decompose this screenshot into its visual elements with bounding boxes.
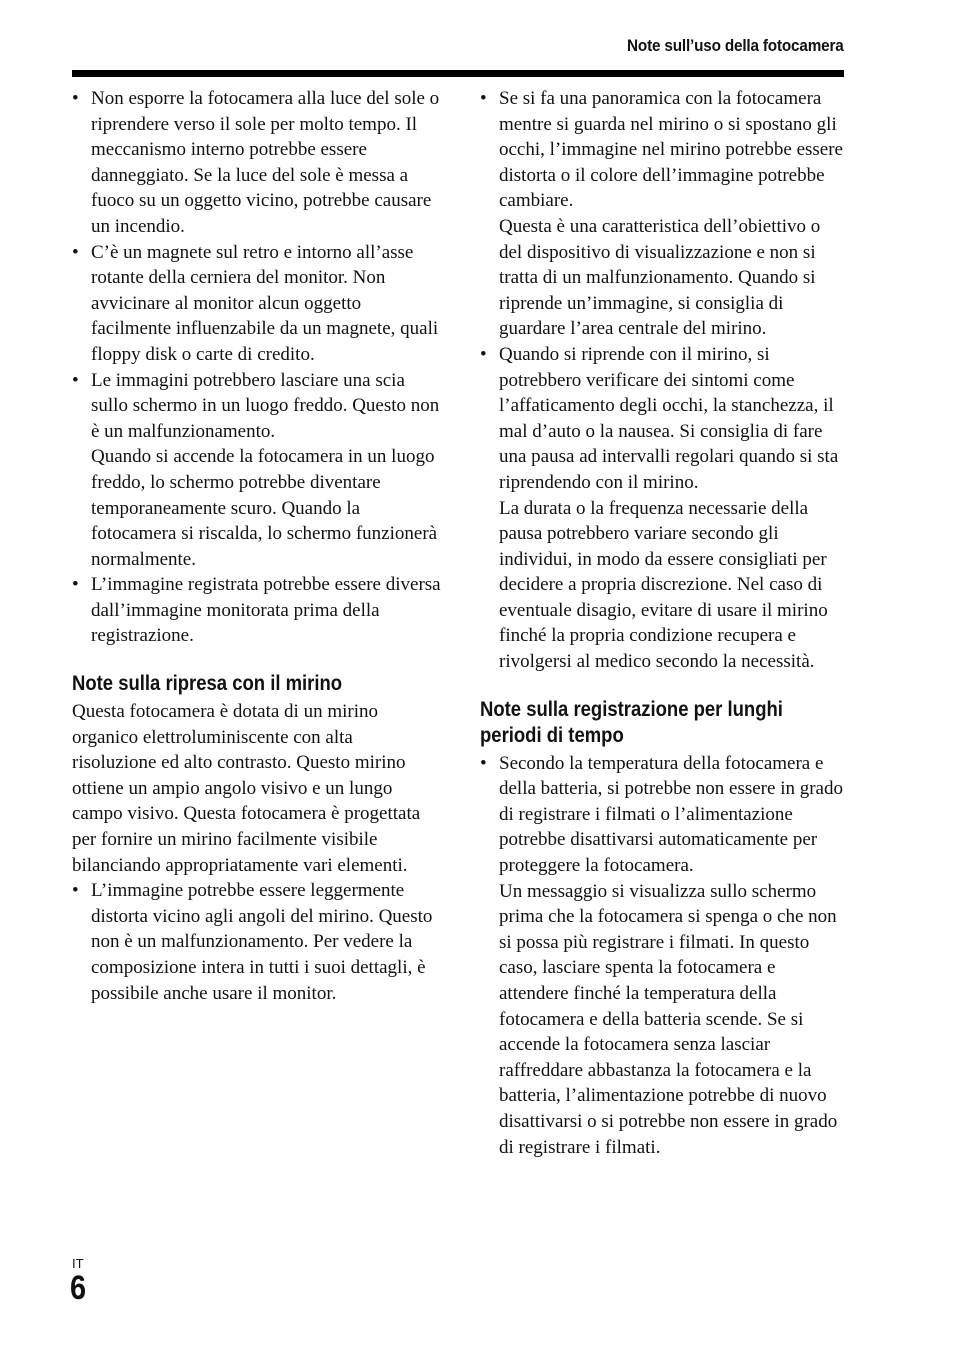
bullet-paragraph: Un messaggio si visualizza sullo schermo prima che la fotocamera si spenga o che non si possa più registrare i filmati. In questo caso, lasciare spenta la fotocamera e attendere finché la temperatura della fotocamera e della batteria scende. Se si accende la fotocamera senza lasciar raffreddare abbastanza la fotocamera e la batteria, l’alimentazione potrebbe di nuovo disattivarsi o si potrebbe non essere in grado di registrare i filmati. xyxy=(499,880,838,1158)
bullet-paragraph: • L’immagine registrata potrebbe essere diversa dall’immagine monitorata prima della registrazione. xyxy=(91,574,441,647)
bullet-list xyxy=(72,86,442,649)
bullet-list xyxy=(480,751,844,1161)
page-number: 6 xyxy=(70,1269,87,1307)
bullet-list xyxy=(72,878,442,1006)
bullet-item xyxy=(480,86,844,342)
bullet-paragraph: • Secondo la temperatura della fotocamera e della batteria, si potrebbe non essere in grado di registrare i filmati o l’alimentazione potrebbe disattivarsi automaticamente per proteggere la fotocamera. xyxy=(499,752,843,877)
bullet-item xyxy=(72,86,442,240)
header-rule xyxy=(72,70,844,77)
bullet-item xyxy=(480,342,844,675)
bullet-list xyxy=(480,86,844,675)
bullet-paragraph: • L’immagine potrebbe essere leggermente distorta vicino agli angoli del mirino. Questo non è un malfunzionamento. Per vedere la composizione intera in tutti i suoi dettagli, è possibile anche usare il monitor. xyxy=(91,880,433,1004)
bullet-paragraph: • Non esporre la fotocamera alla luce del sole o riprendere verso il sole per molto tempo. Il meccanismo interno potrebbe essere danneggiato. Se la luce del sole è messa a fuoco su un oggetto vicino, potrebbe causare un incendio. xyxy=(91,88,440,237)
right-column xyxy=(480,86,844,1160)
bullet-paragraph: • C’è un magnete sul retro e intorno all’asse rotante della cerniera del monitor. Non avvicinare al monitor alcun oggetto facilmente influenzabile da un magnete, quali floppy disk o carte di credito. xyxy=(91,241,439,365)
bullet-paragraph: • Quando si riprende con il mirino, si potrebbero verificare dei sintomi come l’affaticamento degli occhi, la stanchezza, il mal d’auto o la nausea. Si consiglia di fare una pausa ad intervalli regolari quando si sta riprendendo con il mirino. xyxy=(499,343,839,493)
bullet-paragraph: Questa è una caratteristica dell’obiettivo o del dispositivo di visualizzazione e non si tratta di un malfunzionamento. Quando si riprende un’immagine, si consiglia di guardare l’area centrale del mirino. xyxy=(499,215,821,340)
bullet-item xyxy=(72,878,442,1006)
bullet-item xyxy=(72,572,442,649)
bullet-paragraph: Quando si accende la fotocamera in un luogo freddo, lo schermo potrebbe diventare temporaneamente scuro. Quando la fotocamera si riscalda, lo schermo funzionerà normalmente. xyxy=(91,446,438,570)
body-paragraph: Questa fotocamera è dotata di un mirino organico elettroluminiscente con alta risoluzione ed alto contrasto. Questo mirino ottiene un ampio angolo visivo e un lungo campo visivo. Questa fotocamera è progettata per fornire un mirino facilmente visibile bilanciando appropriatamente vari elementi. xyxy=(72,701,421,876)
section-heading: Note sulla registrazione per lunghi periodi di tempo xyxy=(480,697,783,747)
bullet-paragraph: • Le immagini potrebbero lasciare una scia sullo schermo in un luogo freddo. Questo non è un malfunzionamento. xyxy=(91,369,440,442)
language-code: IT xyxy=(72,1256,84,1271)
page-header-title: Note sull’uso della fotocamera xyxy=(627,36,844,55)
section-heading: Note sulla ripresa con il mirino xyxy=(72,672,343,696)
bullet-item xyxy=(72,240,442,368)
left-column xyxy=(72,86,442,1006)
bullet-item xyxy=(72,368,442,573)
bullet-paragraph: • Se si fa una panoramica con la fotocamera mentre si guarda nel mirino o si spostano gli occhi, l’immagine nel mirino potrebbe essere distorta o il colore dell’immagine potrebbe cambiare. xyxy=(499,88,843,212)
bullet-paragraph: La durata o la frequenza necessarie della pausa potrebbero variare secondo gli individui, in modo da essere consigliati per decidere a propria discrezione. Nel caso di eventuale disagio, evitare di usare il mirino finché la propria condizione recupera e rivolgersi al medico secondo la necessità. xyxy=(499,497,828,673)
bullet-item xyxy=(480,751,844,1161)
